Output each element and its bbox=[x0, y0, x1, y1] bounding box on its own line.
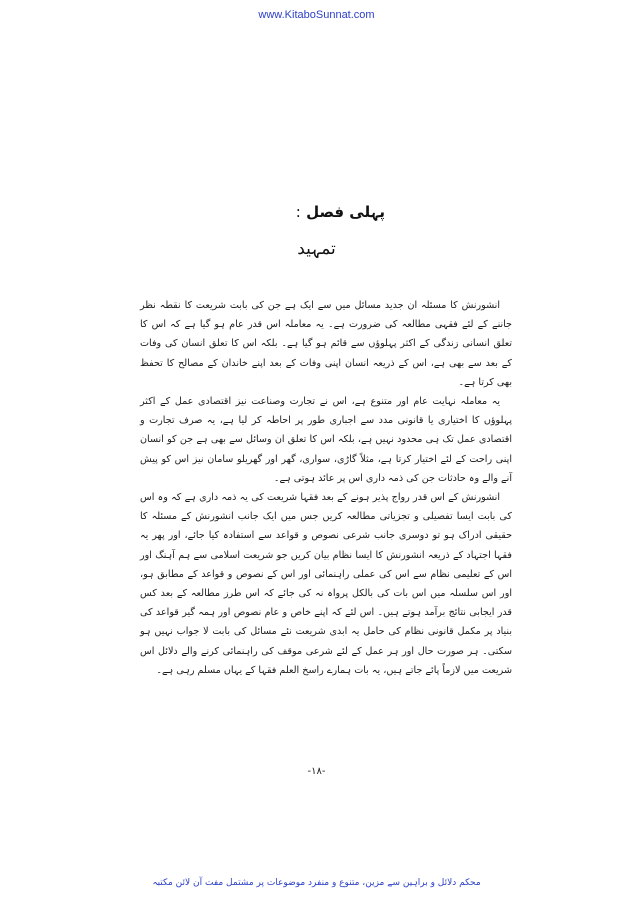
website-header-link[interactable]: www.KitaboSunnat.com bbox=[258, 9, 375, 21]
paragraph: انشورنش کا مسئلہ ان جدید مسائل میں سے ایک ہے جن کی بابت شریعت کا نقطہ نظر جاننے کے لئے فقہی مطالعہ کی ضرورت ہے۔ یہ معاملہ اس قدر عام ہو گیا ہے کہ اس کا تعلق انسانی زندگی کے اکثر پہلوؤں سے قائم ہو گیا ہے۔ بلکہ اس کا تعلق انسان کی وفات کے بعد سے بھی ہے، اس کے ذریعہ انسان اپنی وفات کے بعد اپنے خاندان کے مصالح کا تحفظ بھی کرتا ہے۔ bbox=[140, 300, 512, 388]
chapter-label-text: پہلی فصل bbox=[306, 203, 385, 221]
paragraph: یہ معاملہ نہایت عام اور متنوع ہے، اس نے تجارت وصناعت نیز اقتصادی عمل کے اکثر پہلوؤں کا اختیاری یا قانونی مدد سے اجباری طور پر احاطہ کر لیا ہے، یہ صرف تجارت و اقتصادی عمل تک ہی محدود نہیں ہے، بلکہ اس کا تعلق ان وسائل سے بھی ہے جن کو انسان اپنی راحت کے لئے اختیار کرتا ہے، مثلاً گاڑی، سواری، گھر اور گھریلو سامان نیز اس کو پیش آنے والے وہ حادثات جن کی ذمہ داری اس پر عائد ہوتی ہے۔ bbox=[140, 396, 512, 484]
chapter-label-separator: : bbox=[295, 203, 301, 221]
footer-note: محکم دلائل و براہین سے مزین، متنوع و منفرد موضوعات پر مشتمل مفت آن لائن مکتبہ bbox=[152, 878, 481, 888]
paragraph: انشورنش کے اس قدر رواج پذیر ہونے کے بعد فقہا شریعت کی یہ ذمہ داری ہے کہ وہ اس کی بابت ایسا تفصیلی و تجزیاتی مطالعہ کریں جس میں ایک جانب انشورنش کے مسئلہ کا حقیقی ادراک ہو تو دوسری جانب شرعی نصوص و قواعد سے استفادہ کیا جائے، اور پھر یہ فقہا اجتہاد کے ذریعہ انشورنش کا ایسا نظام بیان کریں جو شریعت اسلامی سے ہم آہنگ اور اس کے تعلیمی نظام سے اس کی عملی راہنمائی اور اس کے نصوص و قواعد کے مطابق ہو، اور اس سلسلہ میں اس بات کی بالکل پرواہ نہ کی جائے کہ اس طرز مطالعہ کے بعد کس قدر ایجابی نتائج برآمد ہوتے ہیں۔ اس لئے کہ اپنے خاص و عام نصوص اور ہمہ گیر قواعد کی بنیاد پر مکمل قانونی نظام کی حامل یہ ابدی شریعت نئے مسائل کی بابت لا جواب نہیں ہو سکتی۔ ہر صورت حال اور ہر عمل کے لئے شرعی موقف کی راہنمائی کرنے والے دلائل اس شریعت میں لازماً پائے جاتے ہیں، یہ بات ہمارے راسخ العلم فقہا کے یہاں مسلم رہی ہے۔ bbox=[140, 492, 512, 676]
body-text bbox=[140, 296, 512, 680]
page-number: -١٨- bbox=[307, 766, 326, 777]
section-title: تمہید bbox=[297, 239, 336, 259]
chapter-label bbox=[296, 203, 385, 221]
